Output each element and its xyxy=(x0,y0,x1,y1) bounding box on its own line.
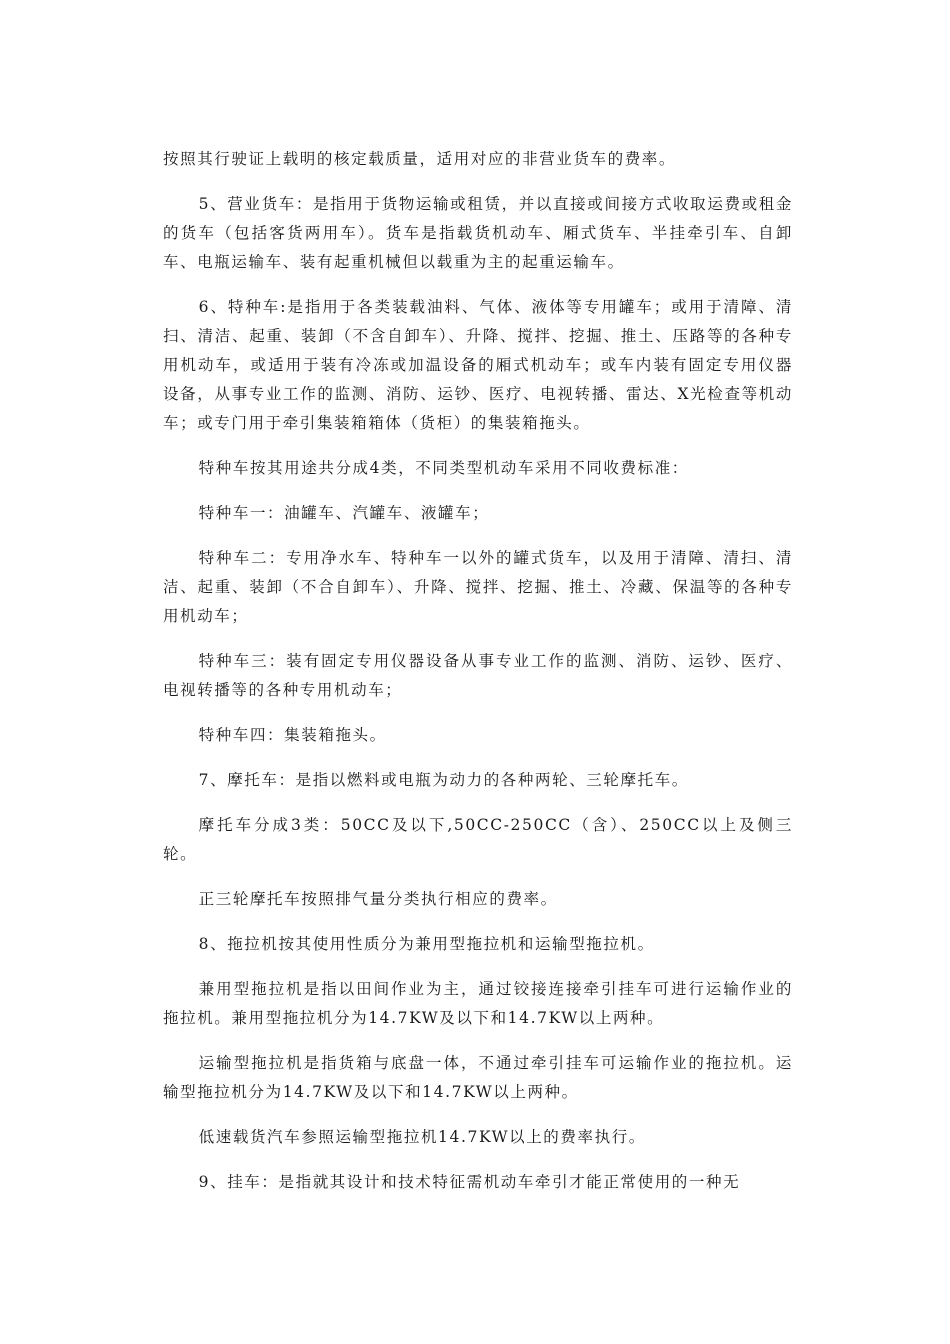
paragraph-continuation: 按照其行驶证上载明的核定载质量，适用对应的非营业货车的费率。 xyxy=(163,150,677,168)
paragraph-special-vehicle: 6、特种车:是指用于各类装载油料、气体、液体等专用罐车；或用于清障、清扫、清洁、起重、装卸（不含自卸车）、升降、搅拌、挖掘、推土、压路等的各种专用机动车，或适用于装有冷冻或加温设备的厢式机动车；或车内装有固定专用仪器设备，从事专业工作的监测、消防、运钞、医疗、电视转播、雷达、X光检查等机动车；或专门用于牵引集装箱箱体（货柜）的集装箱拖头。 xyxy=(163,298,793,432)
paragraph-special-type-1: 特种车一：油罐车、汽罐车、液罐车； xyxy=(198,504,490,522)
document-body xyxy=(163,145,793,1213)
paragraph-motorcycle-classes: 摩托车分成3类：50CC及以下,50CC-250CC（含）、250CC以上及侧三轮。 xyxy=(163,816,793,863)
paragraph-commercial-truck: 5、营业货车：是指用于货物运输或租赁，并以直接或间接方式收取运费或租金的货车（包括客货两用车）。货车是指载货机动车、厢式货车、半挂牵引车、自卸车、电瓶运输车、装有起重机械但以载重为主的起重运输车。 xyxy=(163,195,793,271)
paragraph-transport-tractor: 运输型拖拉机是指货箱与底盘一体，不通过牵引挂车可运输作业的拖拉机。运输型拖拉机分为14.7KW及以下和14.7KW以上两种。 xyxy=(163,1054,793,1101)
paragraph-trailer: 9、挂车：是指就其设计和技术特征需机动车牵引才能正常使用的一种无 xyxy=(198,1173,741,1191)
paragraph-special-type-2: 特种车二：专用净水车、特种车一以外的罐式货车，以及用于清障、清扫、清洁、起重、装卸（不合自卸车）、升降、搅拌、挖掘、推土、冷藏、保温等的各种专用机动车； xyxy=(163,549,793,625)
paragraph-tricycle: 正三轮摩托车按照排气量分类执行相应的费率。 xyxy=(198,890,558,908)
paragraph-dual-use-tractor: 兼用型拖拉机是指以田间作业为主，通过铰接连接牵引挂车可进行运输作业的拖拉机。兼用型拖拉机分为14.7KW及以下和14.7KW以上两种。 xyxy=(163,980,793,1027)
paragraph-tractor: 8、拖拉机按其使用性质分为兼用型拖拉机和运输型拖拉机。 xyxy=(198,935,655,953)
paragraph-special-type-3: 特种车三：装有固定专用仪器设备从事专业工作的监测、消防、运钞、医疗、电视转播等的各种专用机动车； xyxy=(163,652,793,699)
paragraph-special-categories: 特种车按其用途共分成4类，不同类型机动车采用不同收费标准： xyxy=(198,459,689,477)
paragraph-special-type-4: 特种车四：集装箱拖头。 xyxy=(198,726,387,744)
paragraph-low-speed-truck: 低速载货汽车参照运输型拖拉机14.7KW以上的费率执行。 xyxy=(198,1128,646,1146)
paragraph-motorcycle: 7、摩托车：是指以燃料或电瓶为动力的各种两轮、三轮摩托车。 xyxy=(198,771,689,789)
